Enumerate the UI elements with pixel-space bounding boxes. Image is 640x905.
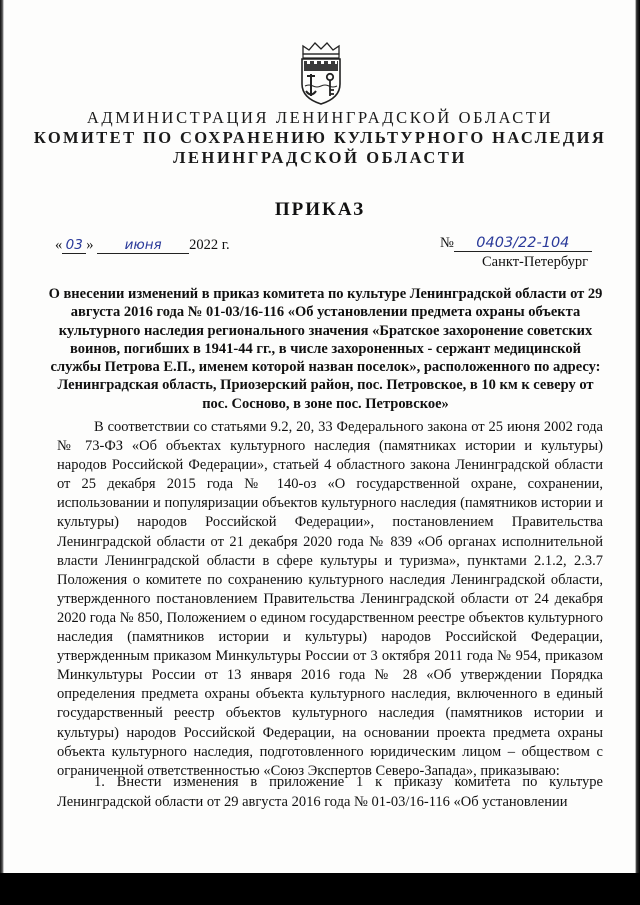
document-type-title: ПРИКАЗ [274, 199, 366, 220]
preamble-text: В соответствии со статьями 9.2, 20, 33 Федерального закона от 25 июня 2002 года № 73-ФЗ «Об объектах культурного наследия (памятниках истории и культуры) народов Российской Федерации», статьей 4 областного закона Ленинградской области от 25 декабря 2015 года № 140-оз «О государственной охране, сохранении, использовании и популяризации объектов культурного наследия (памятников истории и культуры) народов Российской Федерации», постановлением Правительства Ленинградской области от 21 декабря 2020 года № 839 «Об органах исполнительной власти Ленинградской области в сфере культуры и туризма», пунктами 2.1.2, 2.3.7 Положения о комитете по сохранению культурного наследия Ленинградской области, утвержденного постановлением Правительства Ленинградской области от 24 декабря 2020 года № 850, Положением о едином государственном реестре объектов культурного наследия (памятников истории и культуры) народов Российской Федерации, утвержденным приказом Минкультуры России от 3 октября 2011 года № 954, приказом Минкультуры России от 13 января 2016 года № 28 «Об утверждении Порядка определения предмета охраны объекта культурного наследия, включенного в единый государственный реестр объектов культурного наследия (памятников истории и культуры) народов Российской Федерации, на основании проекта предмета охраны объекта культурного наследия, подготовленного юридическим лицом – обществом с ограниченной ответственностью «Союз Экспертов Северо-Запада», приказываю: [57, 419, 603, 779]
organization-header [0, 108, 640, 168]
number-sign: № [440, 235, 454, 251]
date-open-quote: « [55, 237, 63, 253]
header-line-committee: КОМИТЕТ ПО СОХРАНЕНИЮ КУЛЬТУРНОГО НАСЛЕДИЯ [33, 128, 607, 147]
header-line-region: ЛЕНИНГРАДСКОЙ ОБЛАСТИ [173, 148, 467, 167]
number-value: 0403/22-104 [454, 236, 592, 252]
header-line-administration: АДМИНИСТРАЦИЯ ЛЕНИНГРАДСКОЙ ОБЛАСТИ [86, 108, 554, 127]
date-day: 03 [62, 238, 86, 254]
date-month: июня [97, 238, 189, 254]
scan-bottom-margin [0, 873, 640, 905]
order-date [55, 237, 230, 254]
item-1-text: 1. Внести изменения в приложение 1 к приказу комитета по культуре Ленинградской области от 29 августа 2016 года № 01-03/16-116 «Об установлении [57, 774, 603, 810]
date-close-quote: » [86, 237, 94, 253]
issue-city: Санкт-Петербург [482, 254, 589, 270]
order-number [440, 235, 592, 252]
date-year: 2022 г. [189, 237, 230, 253]
order-title: О внесении изменений в приказ комитета по культуре Ленинградской области от 29 августа 2016 года № 01-03/16-116 «Об установлении предмета охраны объекта культурного наследия регионального значения «Братское захоронение советских воинов, погибших в 1941-44 гг., в числе захороненных - сержант медицинской службы Петрова Е.П., именем которой назван поселок», расположенного по адресу: Ленинградская область, Приозерский район, пос. Петровское, в 10 км к северу от пос. Сосново, в зоне пос. Петровское» [48, 286, 603, 412]
coat-of-arms-icon [297, 40, 345, 106]
preamble [57, 418, 603, 781]
order-item-1 [57, 773, 603, 812]
